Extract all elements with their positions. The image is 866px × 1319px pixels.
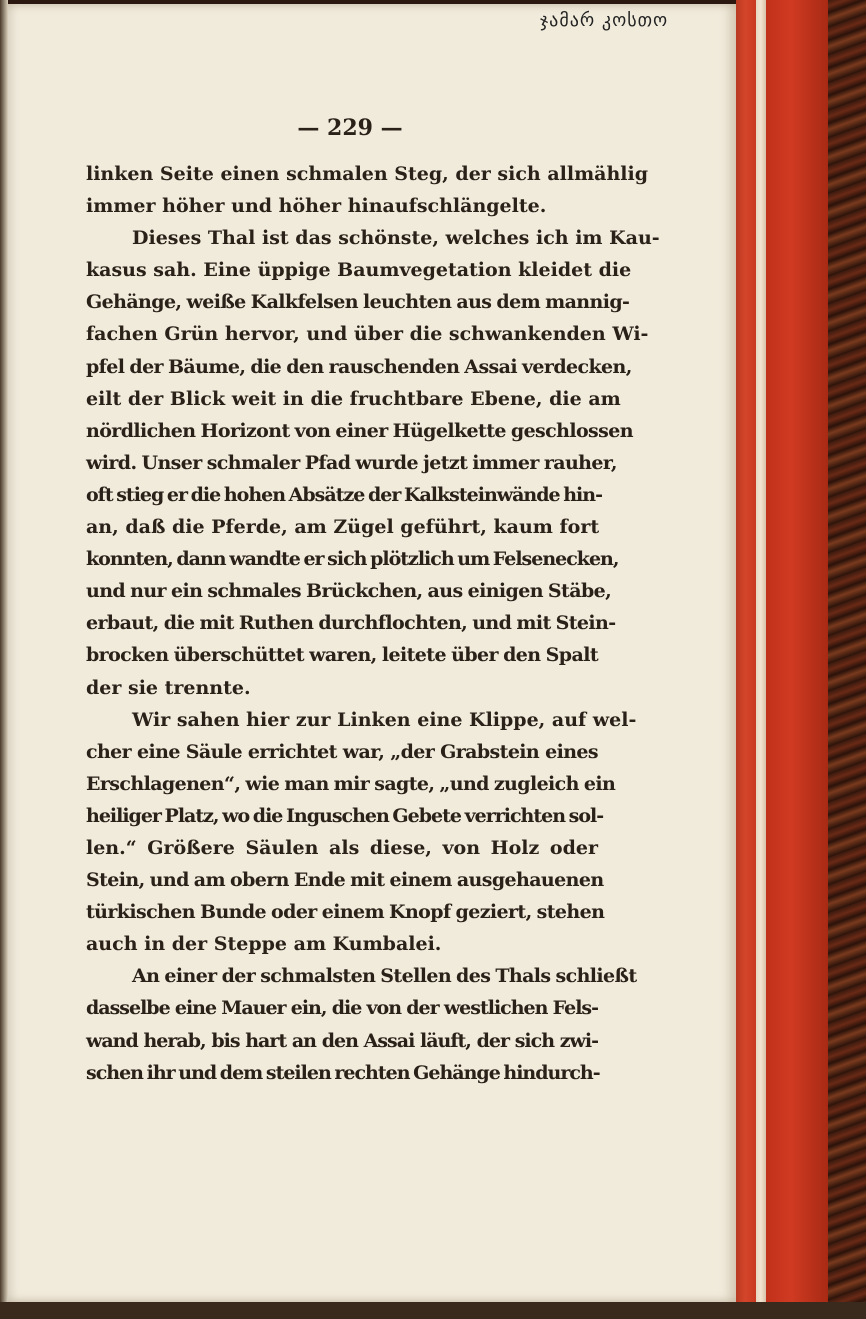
- bottom-edge: [0, 1302, 866, 1319]
- text-line: erbaut, die mit Ruthen durchflochten, und mit Stein-: [86, 612, 616, 635]
- text-line: wand herab, bis hart an den Assai läuft, der sich zwi-: [86, 1029, 598, 1052]
- handwritten-stamp: ჯამარ კოსთო: [540, 10, 669, 31]
- page-number: — 229 —: [297, 115, 403, 141]
- text-line: cher eine Säule errichtet war, „der Grabstein eines: [86, 740, 598, 763]
- text-line: türkischen Bunde oder einem Knopf geziert, stehen: [86, 901, 605, 924]
- text-line: Stein, und am obern Ende mit einem ausgehauenen: [86, 869, 604, 892]
- text-line: oft stieg er die hohen Absätze der Kalksteinwände hin-: [86, 483, 602, 506]
- body-text: [86, 158, 660, 1089]
- text-line: An einer der schmalsten Stellen des Thals schließt: [132, 965, 637, 988]
- page-block-edge: [756, 0, 766, 1310]
- text-line: Dieses Thal ist das schönste, welches ich im Kau-: [132, 227, 660, 250]
- text-line: an, daß die Pferde, am Zügel geführt, kaum fort: [86, 516, 600, 539]
- text-line: nördlichen Horizont von einer Hügelkette geschlossen: [86, 419, 633, 442]
- text-line: brocken überschüttet waren, leitete über den Spalt: [86, 644, 598, 667]
- text-line: Gehänge, weiße Kalkfelsen leuchten aus dem mannig-: [86, 291, 630, 314]
- text-line: Erschlagenen“, wie man mir sagte, „und zugleich ein: [86, 772, 616, 795]
- text-line: linken Seite einen schmalen Steg, der sich allmählig: [86, 163, 649, 185]
- text-line: und nur ein schmales Brückchen, aus einigen Stäbe,: [86, 580, 612, 603]
- text-line: schen ihr und dem steilen rechten Gehänge hindurch-: [86, 1061, 600, 1084]
- text-line: kasus sah. Eine üppige Baumvegetation kleidet die: [86, 259, 632, 282]
- book-edge-red: [736, 0, 828, 1310]
- text-line: Wir sahen hier zur Linken eine Klippe, auf wel-: [132, 708, 637, 731]
- text-line: immer höher und höher hinaufschlängelte.: [86, 195, 547, 218]
- page-gutter-edge: [0, 0, 8, 1319]
- text-line: der sie trennte.: [86, 676, 251, 699]
- text-line: heiliger Platz, wo die Inguschen Gebete verrichten sol-: [86, 804, 604, 827]
- text-line: konnten, dann wandte er sich plötzlich um Felsenecken,: [86, 548, 619, 571]
- text-line: pfel der Bäume, die den rauschenden Assai verdecken,: [86, 355, 632, 378]
- text-line: auch in der Steppe am Kumbalei.: [86, 933, 442, 956]
- text-line: eilt der Blick weit in die fruchtbare Ebene, die am: [86, 387, 621, 410]
- text-line: len.“ Größere Säulen als diese, von Holz oder: [86, 836, 598, 859]
- text-line: wird. Unser schmaler Pfad wurde jetzt immer rauher,: [86, 451, 617, 474]
- text-line: dasselbe eine Mauer ein, die von der westlichen Fels-: [86, 997, 598, 1020]
- marbled-cover: [828, 0, 866, 1319]
- text-line: fachen Grün hervor, und über die schwankenden Wi-: [86, 323, 649, 346]
